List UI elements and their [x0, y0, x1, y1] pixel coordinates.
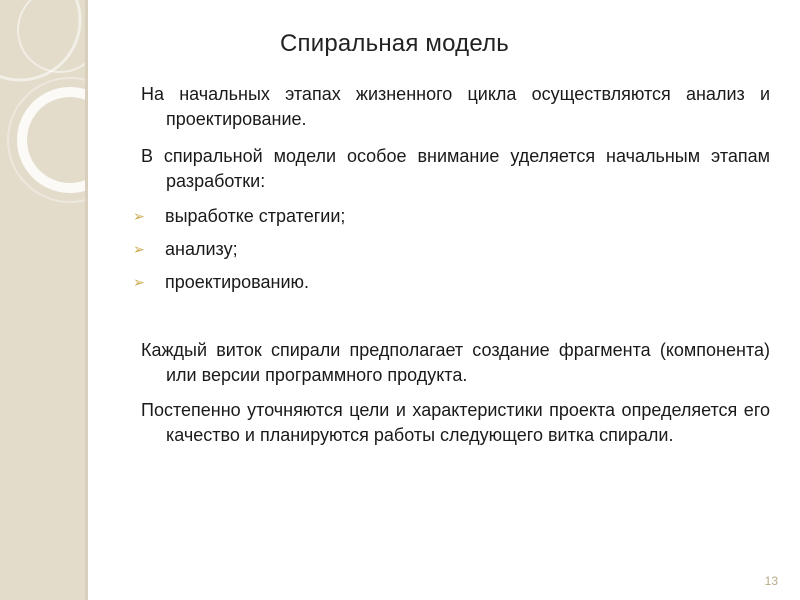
arrow-bullet-icon: ➢	[133, 208, 145, 224]
slide-title: Спиральная модель	[280, 30, 509, 57]
decorative-rings-icon	[0, 0, 88, 600]
page-number: 13	[764, 574, 778, 588]
decorative-side-panel	[0, 0, 88, 600]
arrow-bullet-icon: ➢	[133, 241, 145, 257]
bullet-item	[133, 204, 773, 229]
bullet-text: анализу;	[165, 239, 238, 259]
paragraph-refinement: Постепенно уточняются цели и характеристики проекта определяется его качество и планируются работы следующего витка спирали.	[141, 400, 770, 445]
bullet-text: проектированию.	[165, 272, 310, 292]
paragraph-spiral-turn: Каждый виток спирали предполагает создание фрагмента (компонента) или версии программного продукта.	[141, 340, 770, 385]
paragraph-analysis: На начальных этапах жизненного цикла осуществляются анализ и проектирование.	[141, 84, 770, 129]
bullet-text: выработке стратегии;	[165, 206, 346, 226]
arrow-bullet-icon: ➢	[133, 274, 145, 290]
bullet-item	[133, 237, 773, 262]
paragraph-spiral-focus: В спиральной модели особое внимание уделяется начальным этапам разработки:	[141, 146, 770, 191]
bullet-item	[133, 270, 773, 295]
